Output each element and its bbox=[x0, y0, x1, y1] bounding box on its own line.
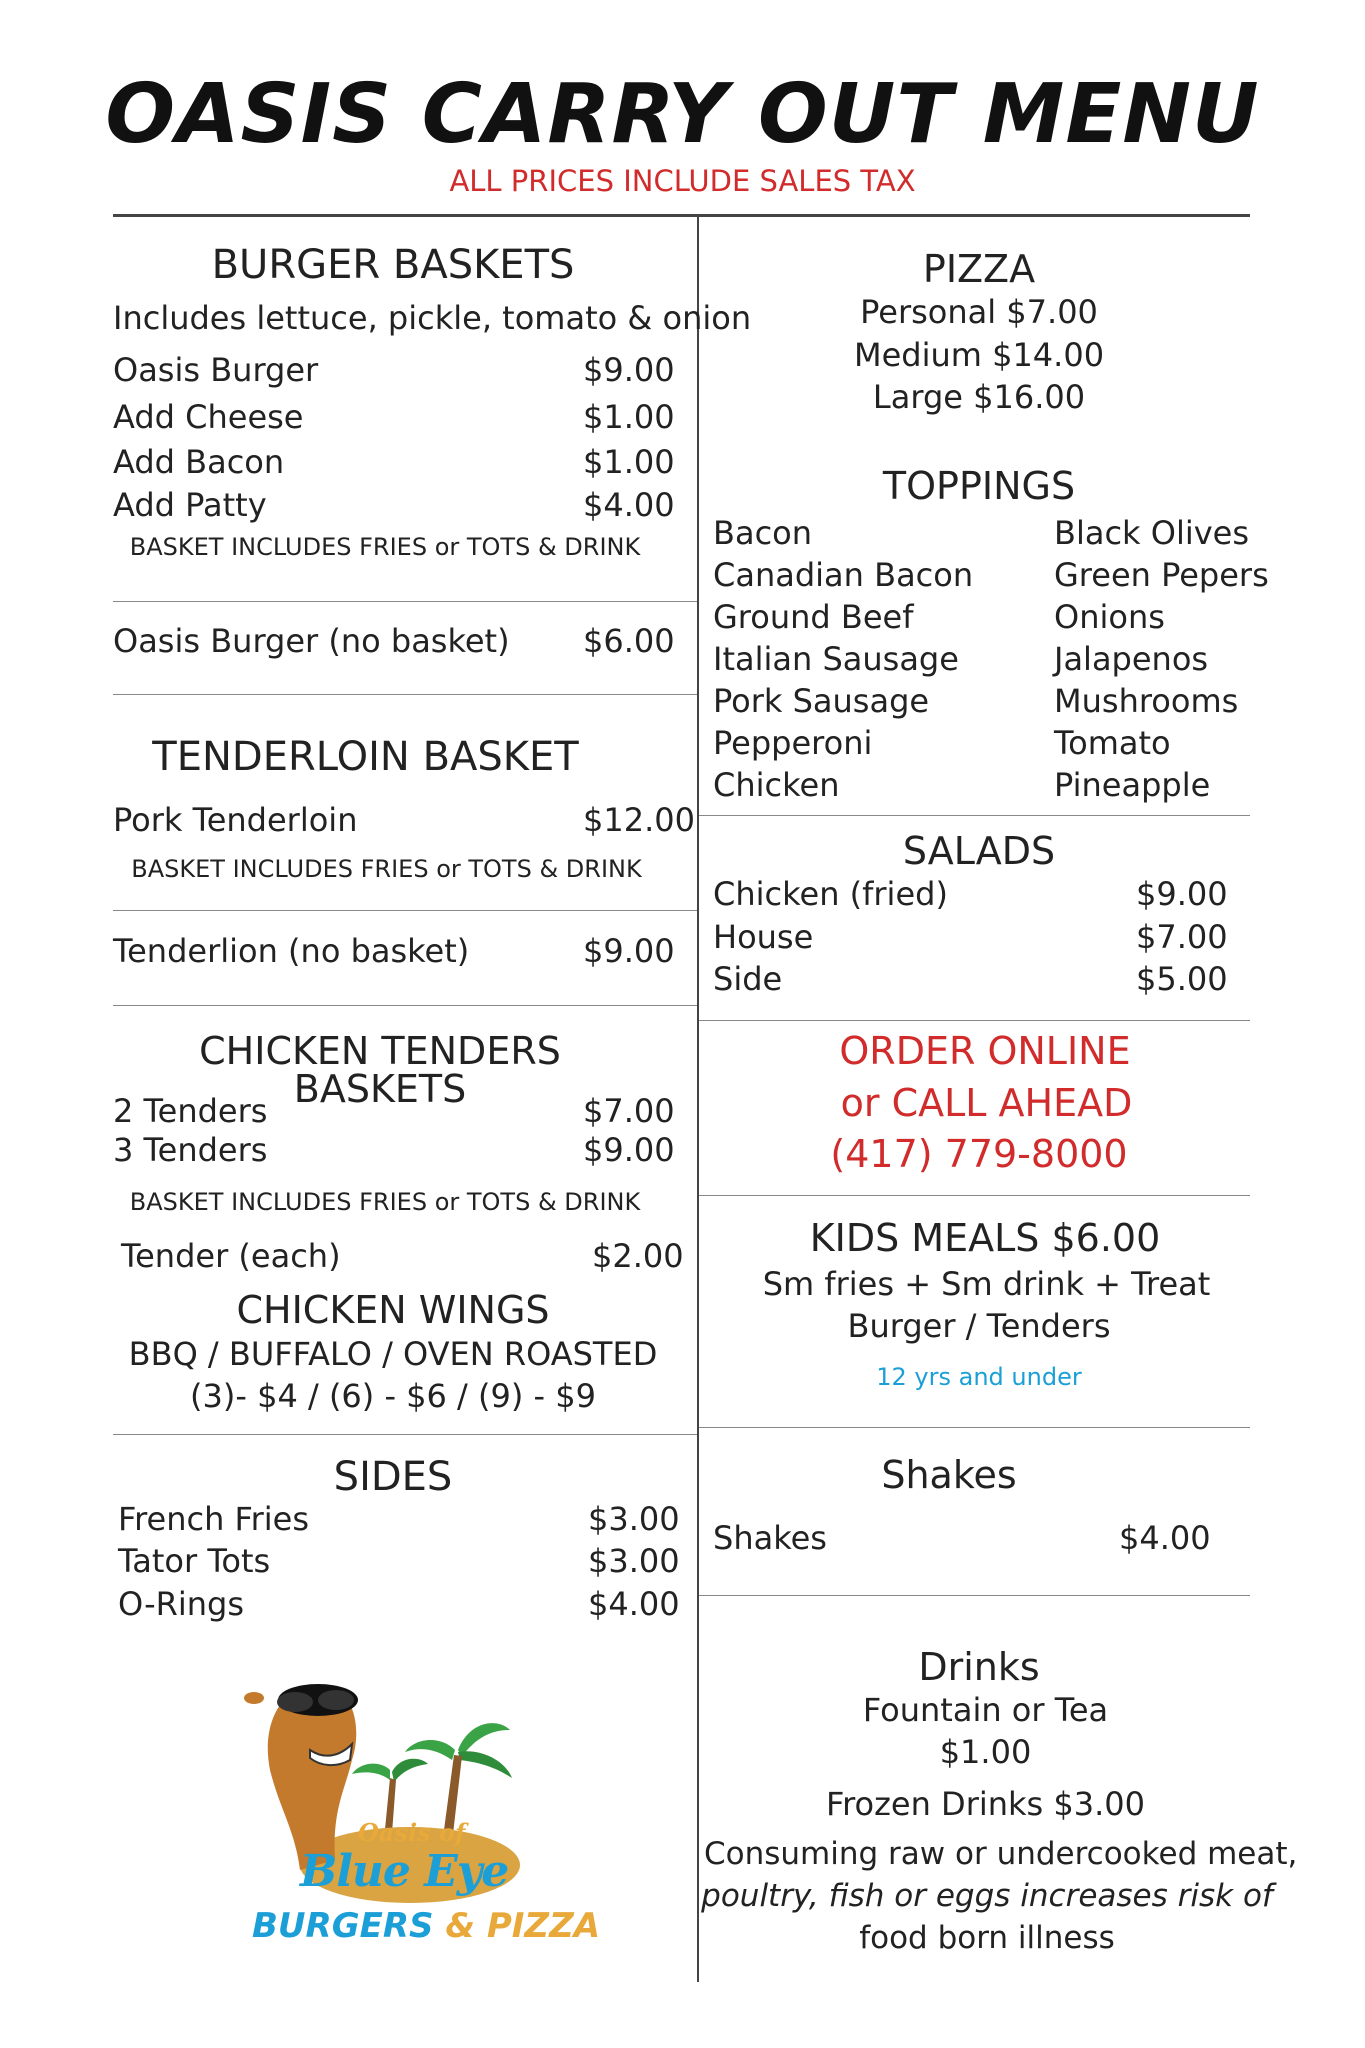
section-divider bbox=[113, 1434, 697, 1435]
section-divider bbox=[699, 1427, 1250, 1428]
topping-item: Jalapenos bbox=[1054, 640, 1209, 678]
pizza-size: Medium $14.00 bbox=[853, 336, 1105, 374]
restaurant-logo bbox=[240, 1660, 601, 1970]
topping-item: Canadian Bacon bbox=[713, 556, 974, 594]
section-divider bbox=[113, 910, 697, 911]
topping-item: Ground Beef bbox=[713, 598, 914, 636]
call-ahead-text: or CALL AHEAD bbox=[840, 1081, 1133, 1125]
toppings-heading: TOPPINGS bbox=[882, 464, 1076, 508]
topping-item: Pineapple bbox=[1054, 766, 1211, 804]
section-divider bbox=[699, 815, 1250, 816]
warning-text: food born illness bbox=[859, 1920, 1115, 1956]
wings-heading: CHICKEN WINGS bbox=[236, 1288, 550, 1332]
burger-heading: BURGER BASKETS bbox=[211, 242, 575, 288]
section-divider bbox=[113, 601, 697, 602]
section-divider bbox=[699, 1595, 1250, 1596]
topping-item: Tomato bbox=[1054, 724, 1171, 762]
drinks-line: Frozen Drinks $3.00 bbox=[826, 1785, 1145, 1823]
section-divider bbox=[113, 1005, 697, 1006]
drinks-line: Fountain or Tea bbox=[862, 1691, 1109, 1729]
topping-item: Italian Sausage bbox=[713, 640, 959, 678]
sides-heading: SIDES bbox=[333, 1454, 453, 1500]
topping-item: Bacon bbox=[713, 514, 813, 552]
section-divider bbox=[699, 1020, 1250, 1021]
kids-heading: KIDS MEALS $6.00 bbox=[809, 1216, 1161, 1260]
basket-note: BASKET INCLUDES FRIES or TOTS & DRINK bbox=[129, 1188, 641, 1216]
salads-heading: SALADS bbox=[902, 829, 1056, 873]
phone-number[interactable]: (417) 779-8000 bbox=[830, 1132, 1128, 1176]
logo-top-text: Oasis of bbox=[358, 1818, 466, 1847]
pizza-heading: PIZZA bbox=[922, 247, 1036, 291]
topping-item: Pork Sausage bbox=[713, 682, 930, 720]
basket-note: BASKET INCLUDES FRIES or TOTS & DRINK bbox=[131, 855, 642, 883]
topping-item: Pepperoni bbox=[713, 724, 873, 762]
section-divider bbox=[699, 1195, 1250, 1196]
kids-line: Sm fries + Sm drink + Treat bbox=[762, 1265, 1211, 1303]
order-online-text: ORDER ONLINE bbox=[839, 1029, 1131, 1073]
header-divider bbox=[113, 214, 1250, 217]
wings-flavors: BBQ / BUFFALO / OVEN ROASTED bbox=[128, 1335, 658, 1373]
logo-bottom-text bbox=[252, 1906, 600, 1946]
topping-item: Mushrooms bbox=[1054, 682, 1239, 720]
warning-text: Consuming raw or undercooked meat, bbox=[704, 1836, 1298, 1872]
logo-burgers-text: BURGERS bbox=[252, 1906, 434, 1946]
wings-prices: (3)- $4 / (6) - $6 / (9) - $9 bbox=[190, 1377, 596, 1415]
topping-item: Chicken bbox=[713, 766, 840, 804]
topping-item: Green Pepers bbox=[1054, 556, 1269, 594]
menu-title: OASIS CARRY OUT MENU bbox=[105, 67, 1260, 162]
basket-note: BASKET INCLUDES FRIES or TOTS & DRINK bbox=[129, 533, 641, 561]
drinks-line: $1.00 bbox=[939, 1733, 1032, 1771]
tenders-heading: CHICKEN TENDERS BASKETS bbox=[199, 1029, 561, 1111]
shakes-heading: Shakes bbox=[881, 1453, 1017, 1497]
kids-age-note: 12 yrs and under bbox=[876, 1363, 1082, 1391]
topping-item: Black Olives bbox=[1054, 514, 1250, 552]
drinks-heading: Drinks bbox=[918, 1645, 1040, 1689]
pizza-size: Personal $7.00 bbox=[860, 293, 1098, 331]
tax-note: ALL PRICES INCLUDE SALES TAX bbox=[449, 164, 916, 198]
logo-mid-text: Blue Eye bbox=[300, 1846, 509, 1897]
tenderloin-heading: TENDERLOIN BASKET bbox=[152, 734, 579, 780]
logo-amp-text: & bbox=[445, 1906, 476, 1946]
pizza-size: Large $16.00 bbox=[872, 378, 1086, 416]
burger-description: Includes lettuce, pickle, tomato & onion bbox=[113, 299, 752, 337]
kids-line: Burger / Tenders bbox=[847, 1307, 1111, 1345]
section-divider bbox=[113, 694, 697, 695]
warning-text: poultry, fish or eggs increases risk of bbox=[701, 1878, 1273, 1914]
logo-pizza-text: PIZZA bbox=[486, 1906, 601, 1946]
topping-item: Onions bbox=[1054, 598, 1165, 636]
